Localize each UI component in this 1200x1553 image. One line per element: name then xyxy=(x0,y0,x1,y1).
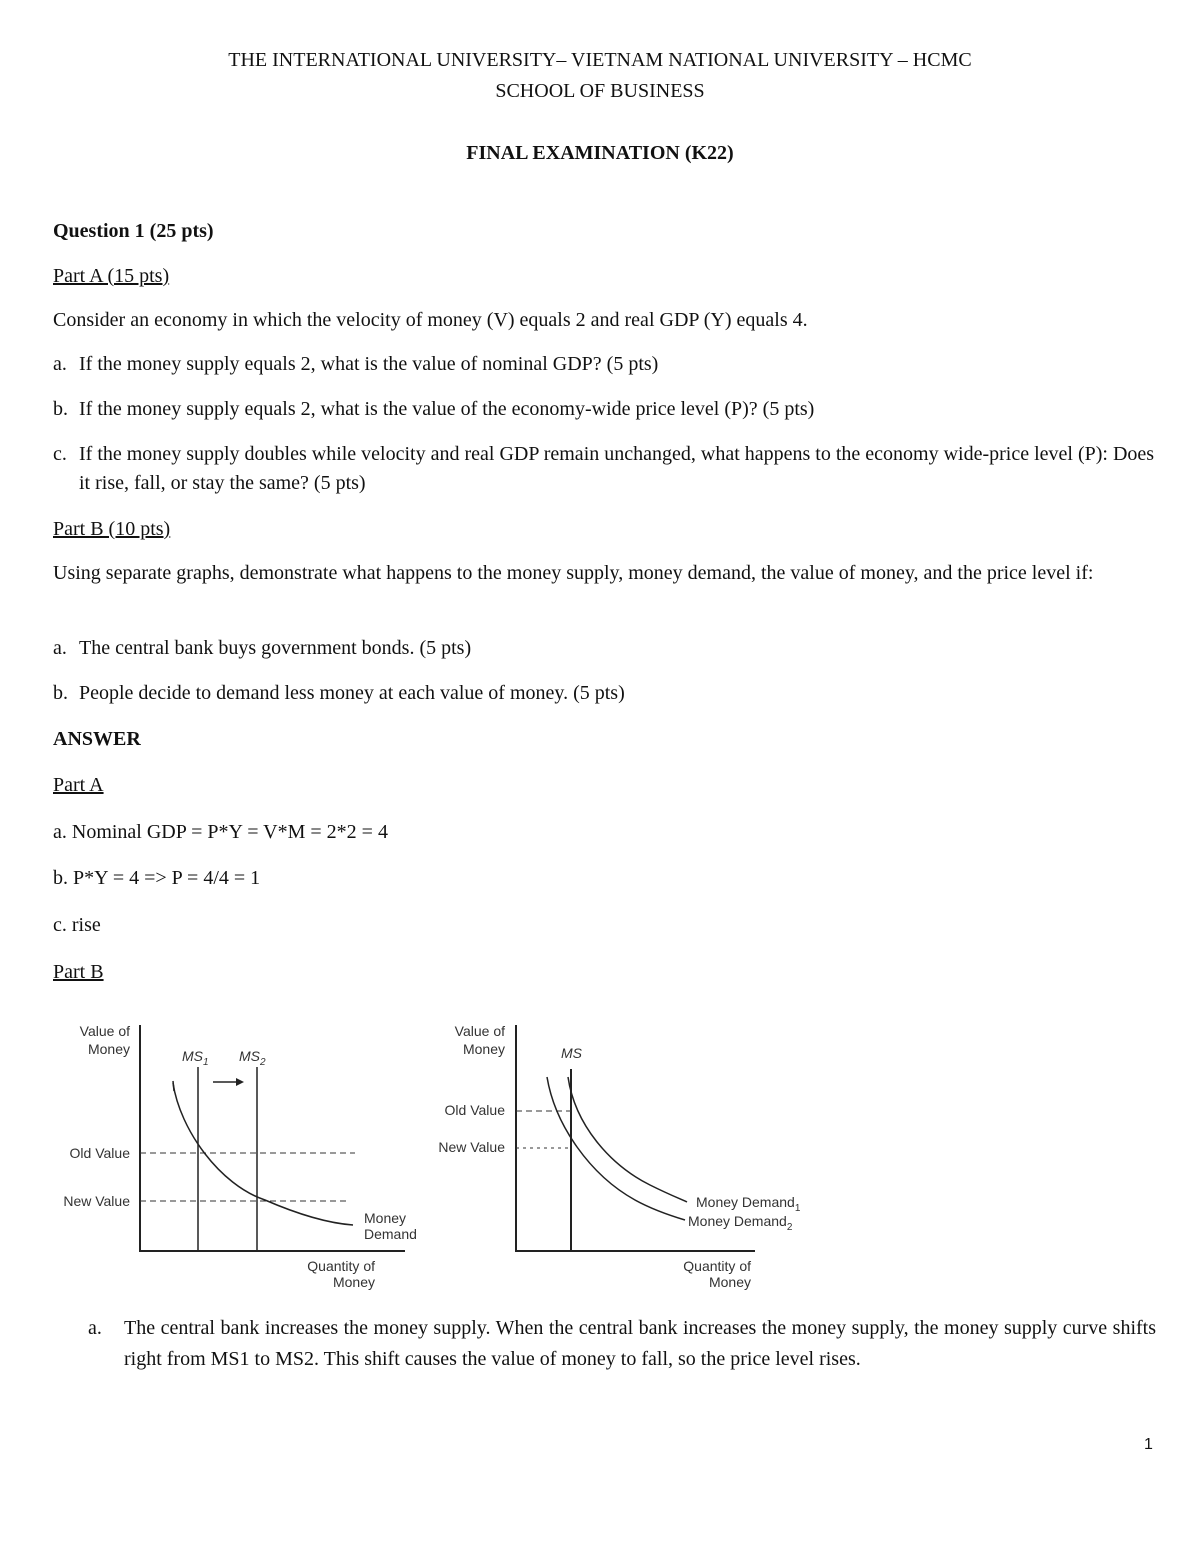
demand-label-line2: Demand xyxy=(364,1226,417,1242)
page-number: 1 xyxy=(1144,1436,1153,1453)
item-label: a. xyxy=(53,637,67,659)
part-a-heading: Part A (15 pts) xyxy=(53,265,170,287)
answer-line-a: a. Nominal GDP = P*Y = V*M = 2*2 = 4 xyxy=(53,821,388,843)
money-demand-graph xyxy=(425,1015,845,1295)
x-axis-label-line1: Quantity of xyxy=(307,1258,375,1274)
part-a-item-b xyxy=(53,395,1158,424)
answer-part-b-heading: Part B xyxy=(53,961,104,983)
item-label: a. xyxy=(53,353,67,375)
item-label: c. xyxy=(53,443,67,465)
old-value-label: Old Value xyxy=(444,1102,505,1118)
y-axis-label-line1: Value of xyxy=(454,1023,505,1039)
demand-label-line1: Money xyxy=(364,1210,407,1226)
new-value-label: New Value xyxy=(63,1193,130,1209)
item-text: People decide to demand less money at each value of money. (5 pts) xyxy=(79,682,625,704)
item-label: b. xyxy=(53,682,68,704)
new-value-label: New Value xyxy=(438,1139,505,1155)
y-axis-label-line1: Value of xyxy=(79,1023,130,1039)
part-b-heading: Part B (10 pts) xyxy=(53,518,171,540)
money-demand-2-label: Money Demand$_2$ xyxy=(688,1213,793,1233)
answer-part-a-heading: Part A xyxy=(53,774,104,796)
item-text: If the money supply equals 2, what is the value of nominal GDP? (5 pts) xyxy=(79,353,659,375)
x-axis-label-line1: Quantity of xyxy=(683,1258,751,1274)
arrow-head xyxy=(236,1078,244,1086)
y-axis-label-line2: Money xyxy=(87,1041,130,1057)
money-demand-1-label: Money Demand$_1$ xyxy=(696,1194,801,1214)
x-axis-label-line2: Money xyxy=(332,1274,375,1290)
part-b-intro: Using separate graphs, demonstrate what happens to the money supply, money demand, the value of money, and the price level if: xyxy=(53,562,1094,584)
money-demand-1-curve xyxy=(568,1077,687,1202)
part-b-item-a xyxy=(53,634,1158,663)
part-b-item-b xyxy=(53,679,1158,708)
part-a-item-c xyxy=(53,440,1158,498)
school-name: SCHOOL OF BUSINESS xyxy=(495,80,705,102)
x-axis-label-line2: Money xyxy=(708,1274,751,1290)
money-supply-graph xyxy=(50,1015,417,1295)
part-a-item-a xyxy=(53,350,1158,379)
item-label: b. xyxy=(53,398,68,420)
ms2-label: $MS_2$ xyxy=(239,1048,266,1068)
answer-explanation xyxy=(88,1313,1156,1375)
ms-label: MS xyxy=(561,1045,582,1061)
explanation-label: a. xyxy=(88,1317,102,1339)
question-title: Question 1 (25 pts) xyxy=(53,220,214,242)
y-axis-label-line2: Money xyxy=(462,1041,505,1057)
answer-heading: ANSWER xyxy=(53,728,141,750)
money-demand-curve xyxy=(173,1083,353,1225)
item-text: If the money supply equals 2, what is the value of the economy-wide price level (P)? (5 pts) xyxy=(79,398,815,420)
item-text: If the money supply doubles while velocity and real GDP remain unchanged, what happens to the economy wide-price level (P): Does it rise, fall, or stay the same? (5 pts) xyxy=(79,443,1155,494)
explanation-text: The central bank increases the money supply. When the central bank increases the money supply, the money supply curve shifts right from MS1 to MS2. This shift causes the value of money to fall, so the price level rises. xyxy=(124,1317,1156,1370)
ms1-label: $MS_1$ xyxy=(182,1048,209,1068)
exam-title: FINAL EXAMINATION (K22) xyxy=(466,142,734,164)
part-a-intro: Consider an economy in which the velocity of money (V) equals 2 and real GDP (Y) equals 4. xyxy=(53,309,808,331)
university-name: THE INTERNATIONAL UNIVERSITY– VIETNAM NATIONAL UNIVERSITY – HCMC xyxy=(228,49,972,71)
answer-line-b: b. P*Y = 4 => P = 4/4 = 1 xyxy=(53,867,261,889)
old-value-label: Old Value xyxy=(69,1145,130,1161)
item-text: The central bank buys government bonds. (5 pts) xyxy=(79,637,472,659)
answer-line-c: c. rise xyxy=(53,914,101,936)
